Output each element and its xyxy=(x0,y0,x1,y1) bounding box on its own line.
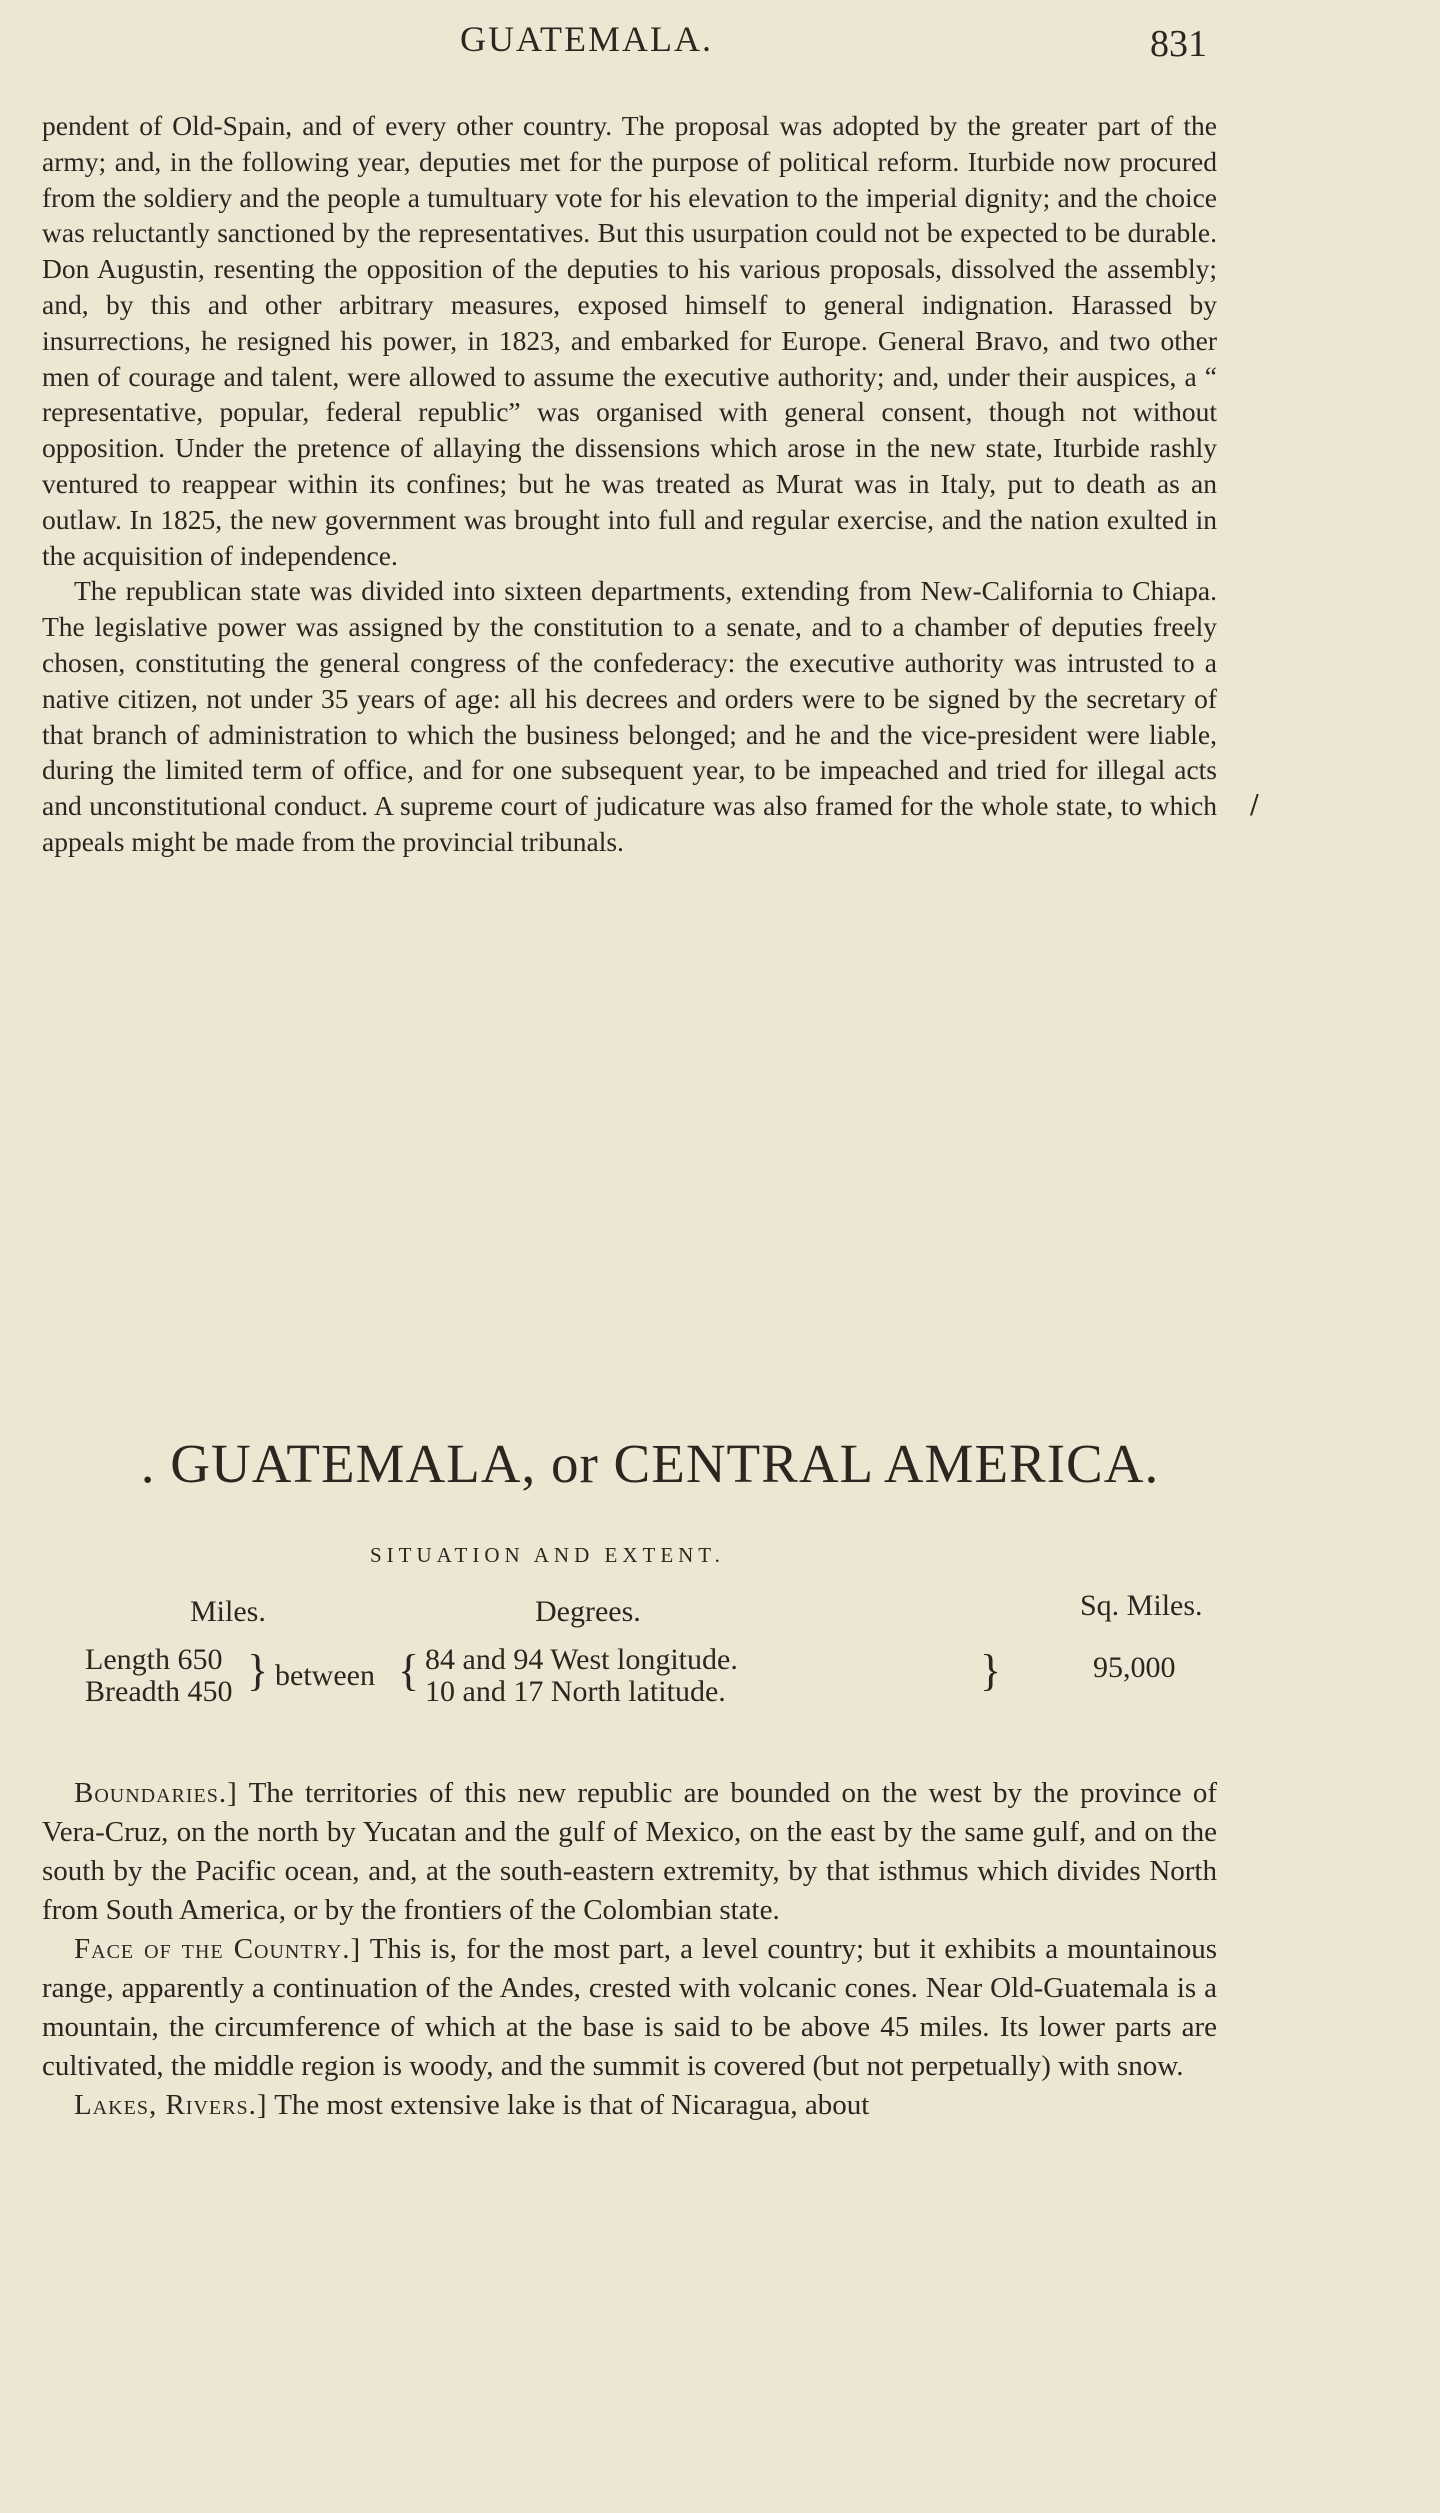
breadth-row: Breadth 450 xyxy=(85,1675,233,1708)
boundaries-heading: Boundaries.] xyxy=(74,1777,238,1809)
situation-table xyxy=(0,1589,1440,1745)
brace-right: } xyxy=(980,1646,1002,1695)
intro-paragraph-1: pendent of Old-Spain, and of every other country. The proposal was adopted by the greater part of the army; and, in the following year, deputies met for the purpose of political reform. Iturbide now procured from the soldiery and the people a tumultuary vote for his elevation to the imperial dignity; and the choice was reluctantly sanctioned by the representatives. But this usurpation could not be expected to be durable. Don Augustin, resenting the opposition of the deputies to his various proposals, dissolved the assembly; and, by this and other arbitrary measures, exposed himself to general indignation. Harassed by insurrections, he resigned his power, in 1823, and embarked for Europe. General Bravo, and two other men of courage and talent, were allowed to assume the executive authority; and, under their auspices, a “ representative, popular, federal republic” was organised with general consent, though not without opposition. Under the pretence of allaying the dissensions which arose in the new state, Iturbide rashly ventured to reappear within its confines; but he was treated as Murat was in Italy, put to death as an outlaw. In 1825, the new government was brought into full and regular exercise, and the nation exulted in the acquisition of independence. xyxy=(42,110,1217,571)
length-row: Length 650 xyxy=(85,1643,223,1676)
area-value: 95,000 xyxy=(1093,1651,1176,1684)
face-heading: Face of the Country.] xyxy=(74,1933,362,1965)
margin-mark: / xyxy=(1250,790,1259,820)
running-title: GUATEMALA. xyxy=(460,19,713,59)
running-head xyxy=(0,18,1440,68)
face-text: This is, for the most part, a level country; but it exhibits a mountainous range, apparently a continuation of the Andes, crested with volcanic cones. Near Old-Guatemala is a mountain, the circumference of which at the base is said to be above 45 miles. Its lower parts are cultivated, the middle region is woody, and the summit is covered (but not perpetually) with snow. xyxy=(42,1933,1217,2082)
page-number: 831 xyxy=(1150,23,1207,65)
intro-paragraph-2: The republican state was divided into sixteen departments, extending from New-California to Chiapa. The legislative power was assigned by the constitution to a senate, and to a chamber of deputies freely chosen, constituting the general congress of the confederacy: the executive authority was intrusted to a native citizen, not under 35 years of age: all his decrees and orders were to be signed by the secretary of that branch of administration to which the business belonged; and he and the vice-president were liable, during the limited term of office, and for one subsequent year, to be impeached and tried for illegal acts and unconstitutional conduct. A supreme court of judicature was also framed for the whole state, to which appeals might be made from the provincial tribunals. xyxy=(42,575,1217,857)
longitude-row: 84 and 94 West longitude. xyxy=(425,1643,738,1676)
brace-left: } xyxy=(247,1646,269,1695)
col-miles: Miles. xyxy=(190,1595,266,1628)
col-degrees: Degrees. xyxy=(535,1595,641,1628)
lakes-heading: Lakes, Rivers.] xyxy=(74,2089,268,2121)
intro-text xyxy=(42,108,1217,860)
boundaries-paragraph xyxy=(42,1774,1217,1930)
body-text xyxy=(42,1774,1217,2125)
face-paragraph xyxy=(42,1930,1217,2086)
situation-subheading: SITUATION AND EXTENT. xyxy=(370,1543,725,1567)
col-sq-miles: Sq. Miles. xyxy=(1080,1589,1203,1622)
latitude-row: 10 and 17 North latitude. xyxy=(425,1675,726,1708)
section-title: . GUATEMALA, or CENTRAL AMERICA. xyxy=(140,1433,1160,1494)
boundaries-text: The territories of this new republic are bounded on the west by the province of Vera-Cruz, on the north by Yucatan and the gulf of Mexico, on the east by the same gulf, and on the south by the Pacific ocean, and, at the south-eastern extremity, by that isthmus which divides North from South America, or by the frontiers of the Colombian state. xyxy=(42,1777,1217,1926)
lakes-text: The most extensive lake is that of Nicaragua, about xyxy=(267,2089,870,2121)
brace-mid: { xyxy=(398,1646,420,1695)
between-label: between xyxy=(275,1659,375,1692)
lakes-paragraph xyxy=(42,2086,1217,2125)
